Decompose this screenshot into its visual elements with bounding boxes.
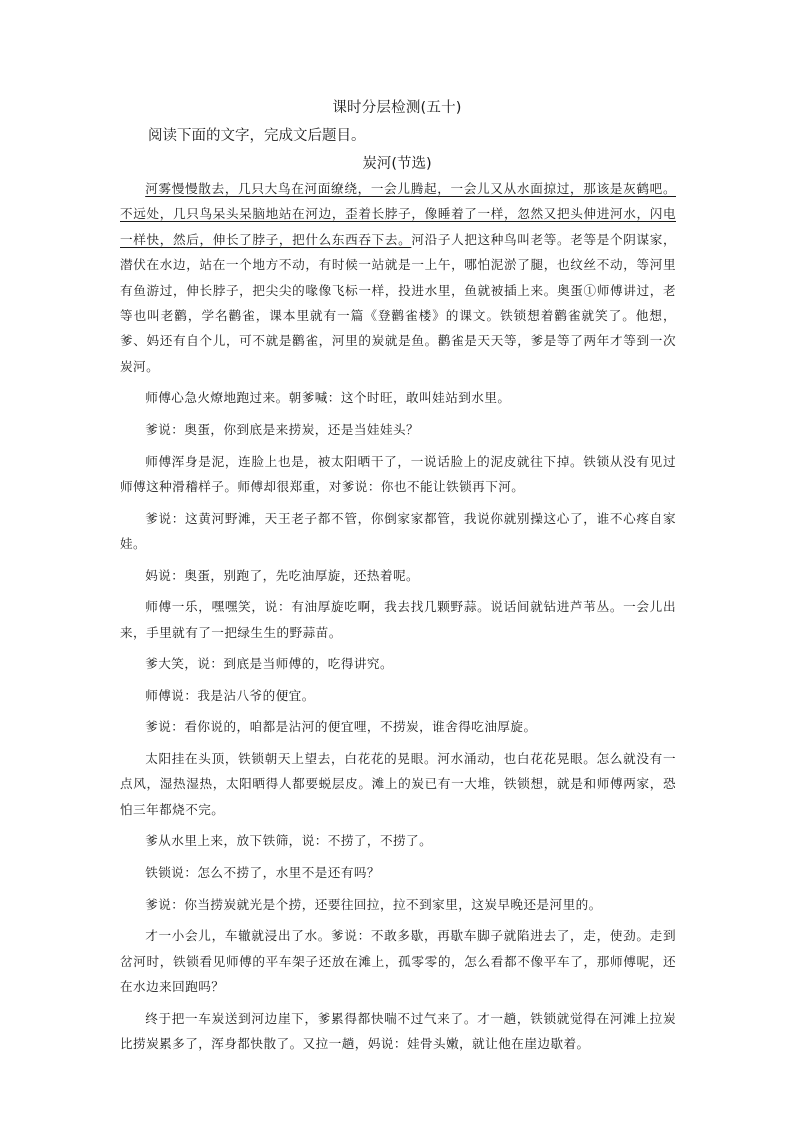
passage-body bbox=[120, 176, 676, 1063]
passage-title: 炭河(节选) bbox=[362, 156, 432, 172]
paragraph: 师傅浑身是泥，连脸上也是，被太阳晒干了，一说话脸上的泥皮就往下掉。铁锁从没有见过师傅这种滑稽样子。师傅却很郑重，对爹说：你也不能让铁锁再下河。 bbox=[120, 453, 676, 495]
paragraph-1 bbox=[120, 176, 676, 379]
paragraph: 师傅说：我是沾八爷的便宜。 bbox=[145, 687, 315, 703]
page-title: 课时分层检测(五十) bbox=[332, 100, 462, 116]
paragraph: 师傅心急火燎地跑过来。朝爹喊：这个时旺，敢叫娃站到水里。 bbox=[145, 390, 511, 406]
paragraph-1-rest: 河沿子人把这种鸟叫老等。老等是个阴谋家，潜伏在水边，站在一个地方不动，有时候一站就是一上午，哪怕泥淤了腿，也纹丝不动，等河里有鱼游过，伸长脖子，把尖尖的喙像飞标一样，投进水里，鱼就被插上来。奥蛋①师傅讲过，老等也叫老鹳，学名鹳雀，课本里就有一篇《登鹳雀楼》的课文。铁锁想着鹳雀就笑了。他想，爹、妈还有自个儿，可不就是鹳雀，河里的炭就是鱼。鹳雀是天天等，爹是等了两年才等到一次炭河。 bbox=[120, 231, 676, 374]
paragraph: 爹说：看你说的，咱都是沾河的便宜哩，不捞炭，谁舍得吃油厚旋。 bbox=[145, 719, 537, 735]
paragraph: 才一小会儿，车辙就浸出了水。爹说：不敢多歇，再歇车脚子就陷进去了，走，使劲。走到岔河时，铁锁看见师傅的平车架子还放在滩上，孤零零的，怎么看都不像平车了，那师傅呢，还在水边来回跑吗？ bbox=[120, 928, 676, 994]
paragraph: 铁锁说：怎么不捞了，水里不是还有吗？ bbox=[145, 865, 380, 880]
paragraph: 爹说：你当捞炭就光是个捞，还要往回拉，拉不到家里，这炭早晚还是河里的。 bbox=[145, 896, 602, 912]
paragraph: 终于把一车炭送到河边崖下，爹累得都快喘不过气来了。才一趟，铁锁就觉得在河滩上拉炭比捞炭累多了，浑身都快散了。又拉一趟，妈说：娃骨头嫩，就让他在崖边歇着。 bbox=[120, 1010, 676, 1051]
paragraph: 爹从水里上来，放下铁筛，说：不捞了，不捞了。 bbox=[145, 833, 433, 849]
paragraph: 太阳挂在头顶，铁锁朝天上望去，白花花的晃眼。河水涌动，也白花花晃眼。怎么就没有一点风，湿热湿热，太阳晒得人都要蜕层皮。滩上的炭已有一大堆，铁锁想，就是和师傅两家，恐怕三年都烧不完。 bbox=[120, 751, 676, 817]
paragraph: 爹大笑，说：到底是当师傅的，吃得讲究。 bbox=[145, 656, 394, 672]
paragraph: 妈说：奥蛋，别跑了，先吃油厚旋，还热着呢。 bbox=[145, 567, 420, 583]
paragraph: 爹说：这黄河野滩，天王老子都不管，你倒家家都管，我说你就别操这心了，谁不心疼自家娃。 bbox=[120, 510, 676, 552]
paragraph: 爹说：奥蛋，你到底是来捞炭，还是当娃娃头？ bbox=[145, 422, 420, 438]
paragraph: 师傅一乐，嘿嘿笑，说：有油厚旋吃啊，我去找几颗野蒜。说话间就钻进芦苇丛。一会儿出来，手里就有了一把绿生生的野蒜苗。 bbox=[120, 599, 676, 640]
underlined-passage: 河雾慢慢散去，几只大鸟在河面缭绕，一会儿腾起，一会儿又从水面掠过，那该是灰鹤吧。不远处，几只鸟呆头呆脑地站在河边，歪着长脖子，像睡着了一样，忽然又把头伸进河水，闪电一样快，然后，伸长了脖子，把什么东西吞下去。 bbox=[120, 181, 676, 247]
reading-instruction: 阅读下面的文字，完成文后题目。 bbox=[148, 128, 366, 144]
